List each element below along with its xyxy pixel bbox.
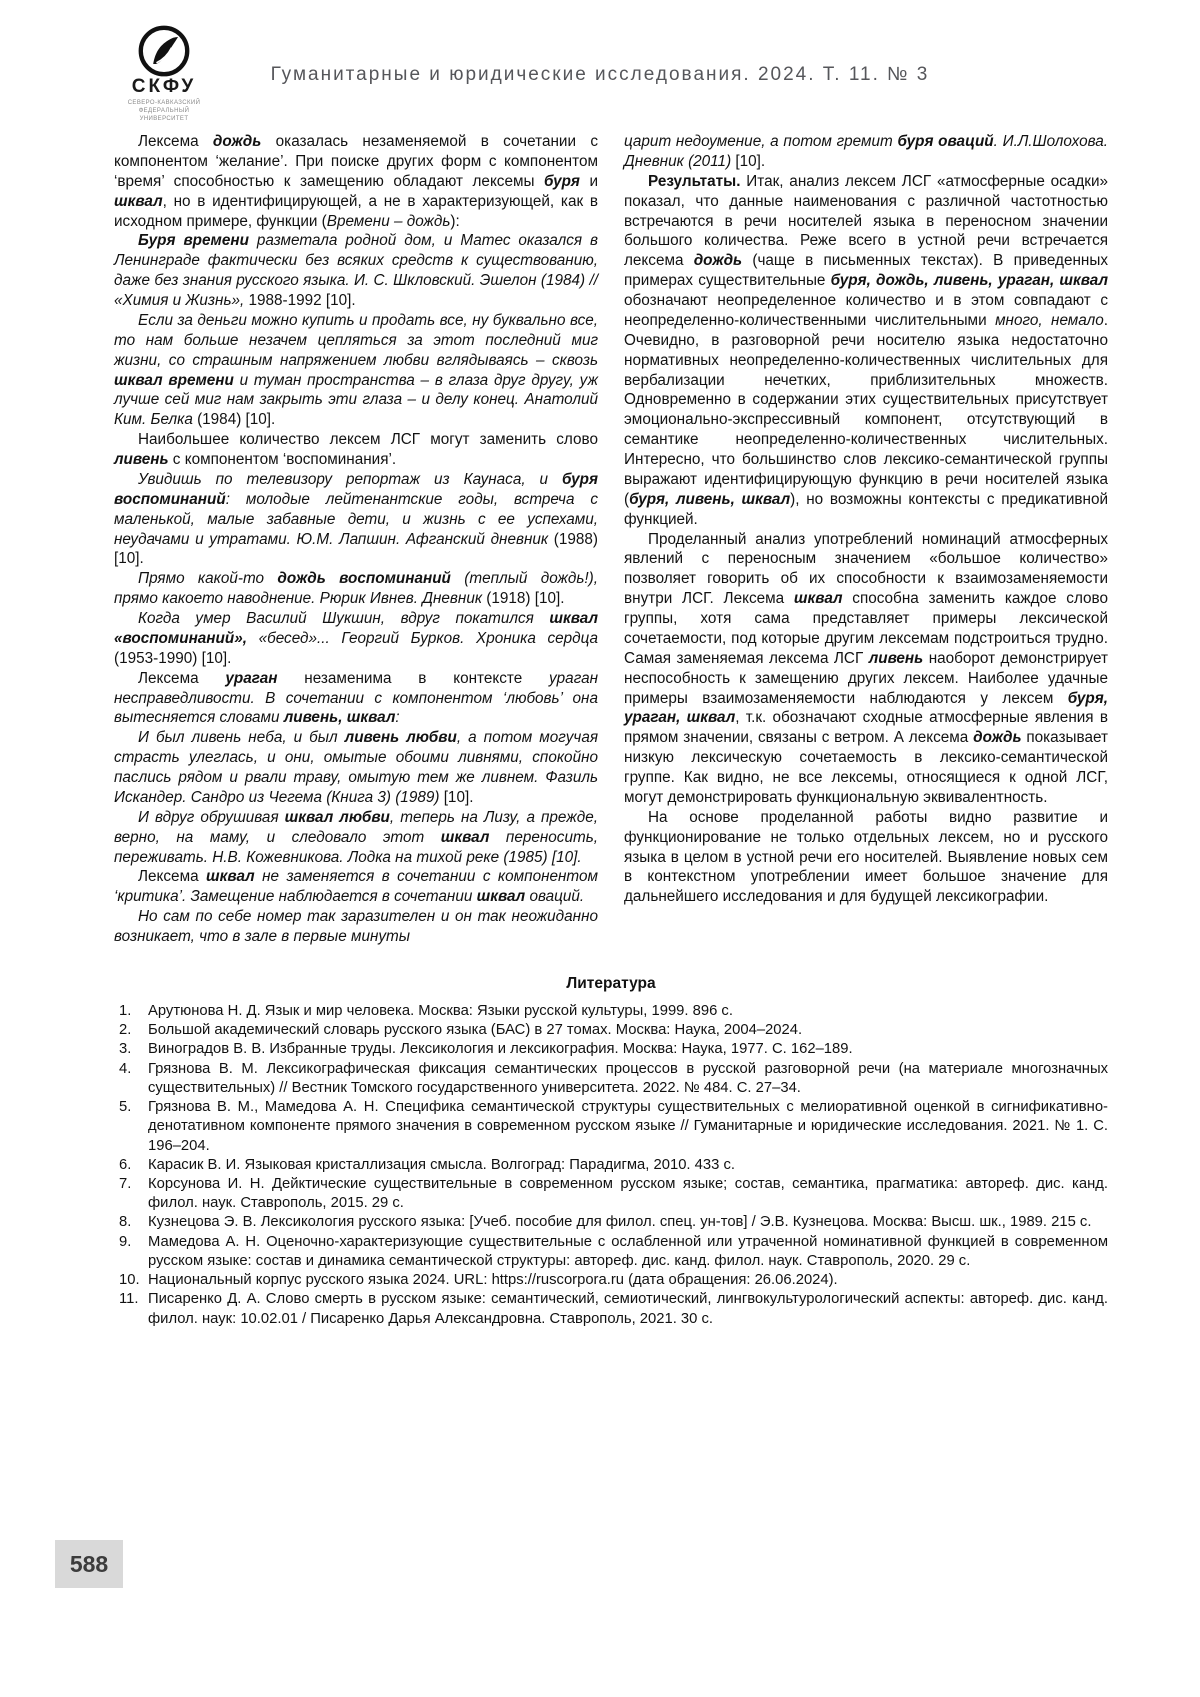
- article-body: [114, 132, 1108, 947]
- page-number: 588: [55, 1540, 123, 1588]
- paragraph: [114, 569, 598, 609]
- text-segment: буря воспоминаний: [114, 470, 598, 508]
- literature-item-number: 11.: [119, 1291, 139, 1308]
- text-segment: буря, ураган, шквал: [624, 689, 1108, 727]
- text-segment: оказалась незаменяемой в сочетании с компонентом ‘желание’. При поиске других форм с компонентом ‘время’ способностью к замещению обладают лексемы: [114, 133, 598, 190]
- text-segment: буря: [543, 172, 580, 190]
- text-segment: Прямо какой-то: [138, 570, 278, 588]
- swan-logo-icon: [137, 24, 191, 78]
- literature-item-text: Национальный корпус русского языка 2024. URL: https://ruscorpora.ru (дата обращения: 26.06.2024).: [148, 1272, 838, 1289]
- text-segment: обозначают неопределенное количество и в этом совпадают с неопределенно-количественными числительными: [624, 292, 1108, 329]
- text-segment: буря, дождь, ливень, ураган, шквал: [830, 272, 1108, 290]
- literature-item: [114, 1156, 1108, 1175]
- text-segment: дождь: [693, 252, 743, 270]
- text-segment: На основе проделанной работы видно развитие и функционирование не только отдельных лексем, но и русского языка в целом в устной речи его носителей. Выявление новых сем в контекстном употреблении имеет большое значение для дальнейшего исследования и для будущей лексикографии.: [624, 808, 1108, 906]
- text-segment: ураган несправедливости. В сочетании с компонентом ‘любовь’ она вытесняется словами: [114, 669, 598, 727]
- text-segment: не заменяется в сочетании с компонентом ‘критика’. Замещение наблюдается в сочетании: [114, 868, 598, 906]
- paragraph: [114, 867, 598, 907]
- text-segment: и: [579, 172, 598, 190]
- literature-item-text: Арутюнова Н. Д. Язык и мир человека. Москва: Языки русской культуры, 1999. 896 с.: [148, 1002, 733, 1019]
- literature-item-number: 2.: [119, 1022, 132, 1039]
- paragraph: [624, 172, 1108, 530]
- paragraph: [624, 132, 1108, 172]
- text-segment: (1984) [10].: [197, 411, 276, 429]
- literature-item: [114, 1290, 1108, 1328]
- literature-item-number: 3.: [119, 1041, 132, 1058]
- literature-item-text: Мамедова А. Н. Оценочно-характеризующие существительные с ослабленной или утраченной номинативной функцией в современном русском языке: состав и динамика семантической структуры: автореф. дис. канд. филол. наук. Ставрополь, 2020. 29 с.: [148, 1233, 1108, 1269]
- text-segment: наоборот демонстрирует неспособность к замещению других лексем. Наиболее удачные примеры взаимозаменяемости наблюдаются у лексем: [624, 649, 1108, 707]
- text-segment: шквал: [114, 192, 163, 210]
- text-segment: Результаты.: [648, 172, 741, 190]
- paragraph: [114, 669, 598, 729]
- text-segment: много, немало: [995, 311, 1104, 329]
- text-segment: Лексема: [138, 133, 213, 150]
- text-segment: ливень любви: [344, 729, 457, 747]
- paragraph: [624, 808, 1108, 907]
- literature-item-text: Большой академический словарь русского языка (БАС) в 27 томах. Москва: Наука, 2004–2024.: [148, 1022, 803, 1039]
- right-column: [624, 132, 1108, 947]
- text-segment: оваций.: [525, 888, 585, 906]
- literature-item-number: 1.: [119, 1002, 132, 1019]
- paragraph: [114, 470, 598, 569]
- text-segment: : молодые лейтенантские годы, встреча с маленькой, малые забавные дети, и жизнь с ее успехами, неудачами и утратами. Ю.М. Лапшин. Афганский дневник: [114, 490, 598, 548]
- text-segment: «бесед»... Георгий Бурков. Хроника сердца: [247, 629, 598, 647]
- text-segment: (теплый дождь!), прямо какоето наводнение. Рюрик Ивнев. Дневник: [114, 570, 598, 608]
- text-segment: буря, ливень, шквал: [629, 490, 791, 508]
- text-segment: :: [395, 709, 400, 727]
- literature-item: [114, 1098, 1108, 1156]
- text-segment: Лексема: [138, 868, 207, 886]
- literature-item: [114, 1040, 1108, 1059]
- paragraph: [114, 430, 598, 470]
- literature-item-number: 6.: [119, 1156, 132, 1173]
- text-segment: разметала родной дом, и Матес оказался в Ленинграде фактически без всяких средств к существованию, даже без знания русского языка. И. С. Шкловский. Эшелон (1984) // «Химия и Жизнь»,: [114, 232, 598, 309]
- text-segment: Если за деньги можно купить и продать все, ну буквально все, то нам больше незачем цепляться за этот последний миг жизни, со страшным напряжением любви вглядываясь – сквозь: [114, 311, 598, 369]
- paragraph: [114, 311, 598, 430]
- text-segment: шквал: [793, 590, 843, 608]
- left-column: [114, 132, 598, 947]
- text-segment: 1988-1992 [10].: [248, 292, 356, 309]
- text-segment: , а потом могучая страсть улеглась, и они, омытые обоими ливнями, спокойно паслись рядом и рвали траву, омытую тем же ливнем. Фазиль Искандер. Сандро из Чегема (Книга 3) (1989): [114, 729, 598, 806]
- text-segment: дождь: [973, 729, 1022, 747]
- text-segment: незаменима в контексте: [277, 669, 550, 687]
- paragraph: [114, 808, 598, 868]
- text-segment: шквал «воспоминаний»,: [114, 610, 598, 647]
- literature-item-text: Карасик В. И. Языковая кристаллизация смысла. Волгоград: Парадигма, 2010. 433 с.: [148, 1156, 735, 1173]
- text-segment: Буря времени: [138, 232, 249, 250]
- text-segment: переносить, переживать. Н.В. Кожевникова. Лодка на тихой реке (1985) [10].: [114, 828, 598, 866]
- text-segment: , но в идентифицирующей, а не в характеризующей, как в исходном примере, функции (: [114, 192, 598, 230]
- text-segment: буря оваций: [897, 133, 994, 150]
- text-segment: Времени – дождь: [326, 212, 451, 230]
- text-segment: шквал: [440, 828, 490, 846]
- literature-title: Литература: [566, 974, 656, 992]
- text-segment: . Очевидно, в разговорной речи носителю языка недостаточно нормативных неопределенно-количественных числительных для вербализации нечетких, приблизительных множеств. Одновременно в содержании этих существительных присутствует эмоционально-экспрессивный компонент, отсутствующий в семантике неопределенно-количественных числительных. Интересно, что большинство слов лексико-семантической группы выражают идентифицирующую функцию в речи носителей языка (: [624, 311, 1108, 508]
- text-segment: показывает низкую лексическую сочетаемость в лексико-семантической группе. Как видно, не все лексемы, относящиеся к одной ЛСГ, могут демонстрировать функциональную эквивалентность.: [624, 729, 1108, 806]
- literature-item-text: Грязнова В. М. Лексикографическая фиксация семантических процессов в русской разговорной речи (на материале многозначных существительных) // Вестник Томского государственного университета. 2022. № 484. С. 27–34.: [148, 1060, 1108, 1096]
- text-segment: [10].: [443, 788, 474, 806]
- text-segment: Когда умер Василий Шукшин, вдруг покатился: [138, 610, 550, 627]
- literature-item-number: 9.: [119, 1233, 132, 1250]
- text-segment: ливень: [114, 451, 169, 468]
- paragraph: [114, 231, 598, 311]
- text-segment: дождь: [212, 133, 262, 150]
- literature-item-text: Корсунова И. Н. Дейктические существительные в современном русском языке; состав, семантика, прагматика: автореф. дис. канд. филол. наук. Ставрополь, 2015. 29 с.: [148, 1175, 1108, 1212]
- paragraph: [114, 728, 598, 808]
- logo-acronym: СКФУ: [131, 76, 197, 97]
- logo-subtitle-line2: ФЕДЕРАЛЬНЫЙ УНИВЕРСИТЕТ: [138, 108, 190, 123]
- text-segment: ):: [450, 212, 460, 230]
- paragraph: [114, 132, 598, 231]
- literature-item-number: 8.: [119, 1214, 132, 1231]
- text-segment: с компонентом ‘воспоминания’.: [168, 451, 397, 468]
- text-segment: [10].: [735, 152, 766, 170]
- literature-item-text: Грязнова В. М., Мамедова А. Н. Специфика семантической структуры существительных с мелиоративной оценкой в сигнификативно-денотативном компоненте прямого значения в современном русском языке // Гуманитарные и юридические исследования. 2021. № 1. С. 196–204.: [148, 1099, 1108, 1154]
- text-segment: шквал любви: [284, 808, 390, 826]
- text-segment: и туман пространства – в глаза друг другу, уж лучше сей миг нам закрыть эти глаза – и делу конец. Анатолий Ким. Белка: [114, 371, 598, 429]
- text-segment: Лексема: [138, 669, 226, 687]
- text-segment: ливень, шквал: [283, 709, 396, 727]
- text-segment: Проделанный анализ употреблений номинаций атмосферных явлений с переносным значением «большое количество» позволяет говорить об их способности к взаимозаменяемости внутри ЛСГ. Лексема: [624, 530, 1108, 608]
- text-segment: (1988) [10].: [114, 530, 598, 568]
- literature-item-number: 7.: [119, 1175, 132, 1192]
- literature-item-text: Виноградов В. В. Избранные труды. Лексикология и лексикография. Москва: Наука, 1977. С. 162–189.: [148, 1041, 853, 1058]
- text-segment: ), но возможны контексты с предикативной функцией.: [624, 490, 1109, 528]
- text-segment: , теперь на Лизу, а прежде, верно, на маму, и следовало этот: [114, 808, 598, 846]
- text-segment: царит недоумение, а потом гремит: [624, 133, 898, 150]
- university-logo: [116, 24, 212, 123]
- text-segment: шквал: [476, 888, 526, 906]
- literature-item: [114, 1002, 1108, 1021]
- literature-item-text: Кузнецова Э. В. Лексикология русского языка: [Учеб. пособие для филол. спец. ун-тов] / Э.В. Кузнецова. Москва: Высш. шк., 1989. 215 с.: [148, 1214, 1092, 1231]
- text-segment: , т.к. обозначают сходные атмосферные явления в прямом значении, связаны с ветром. А лексема: [624, 709, 1109, 747]
- text-segment: (чаще в письменных текстах). В приведенных примерах существительные: [624, 252, 1108, 290]
- paragraph: [114, 609, 598, 669]
- text-segment: шквал: [206, 868, 255, 886]
- text-segment: (1953-1990) [10].: [114, 649, 232, 667]
- text-segment: И был ливень неба, и был: [138, 729, 345, 747]
- text-segment: Итак, анализ лексем ЛСГ «атмосферные осадки» показал, что данные наименования с различной частотностью встречаются в речи носителей языка в переносном значении большого количества. Реже всего в устной речи встречается лексема: [624, 172, 1108, 270]
- logo-subtitle: [116, 99, 212, 123]
- literature-item-number: 4.: [119, 1060, 132, 1077]
- text-segment: Увидишь по телевизору репортаж из Каунаса, и: [138, 470, 563, 488]
- text-segment: Но сам по себе номер так заразителен и он так неожиданно возникает, что в зале в первые минуты: [114, 908, 598, 945]
- page-header: [0, 0, 1200, 122]
- text-segment: шквал времени: [114, 371, 234, 389]
- literature-item-text: Писаренко Д. А. Слово смерть в русском языке: семантический, семиотический, лингвокультурологический аспекты: автореф. дис. канд. филол. наук: 10.02.01 / Писаренко Дарья Александровна. Ставрополь, 2021. 30 с.: [148, 1291, 1108, 1327]
- literature-item: [114, 1213, 1108, 1232]
- text-segment: (1918) [10].: [486, 590, 565, 608]
- text-segment: И вдруг обрушивая: [138, 808, 285, 826]
- paragraph: [624, 530, 1108, 808]
- literature-item-number: 5.: [119, 1099, 132, 1116]
- journal-title: Гуманитарные и юридические исследования. 2024. Т. 11. № 3: [270, 64, 930, 85]
- text-segment: ураган: [225, 669, 278, 687]
- text-segment: . И.Л.Шолохова. Дневник (2011): [624, 133, 1108, 170]
- literature-section: [114, 975, 1108, 1329]
- literature-item: [114, 1233, 1108, 1271]
- literature-item: [114, 1060, 1108, 1098]
- logo-subtitle-line1: СЕВЕРО-КАВКАЗСКИЙ: [127, 100, 201, 106]
- literature-item: [114, 1021, 1108, 1040]
- text-segment: ливень: [868, 649, 924, 667]
- text-segment: дождь воспоминаний: [277, 570, 451, 588]
- literature-item-number: 10.: [119, 1272, 140, 1289]
- paragraph: [114, 907, 598, 947]
- literature-item: [114, 1271, 1108, 1290]
- text-segment: Наибольшее количество лексем ЛСГ могут заменить слово: [138, 431, 598, 449]
- text-segment: способна заменить каждое слово группы, хотя сама представляет примеры лексической сочетаемости, под которые другим лексемам подстроиться трудно. Самая заменяемая лексема ЛСГ: [624, 590, 1109, 667]
- literature-item: [114, 1175, 1108, 1213]
- literature-list: [114, 1002, 1108, 1329]
